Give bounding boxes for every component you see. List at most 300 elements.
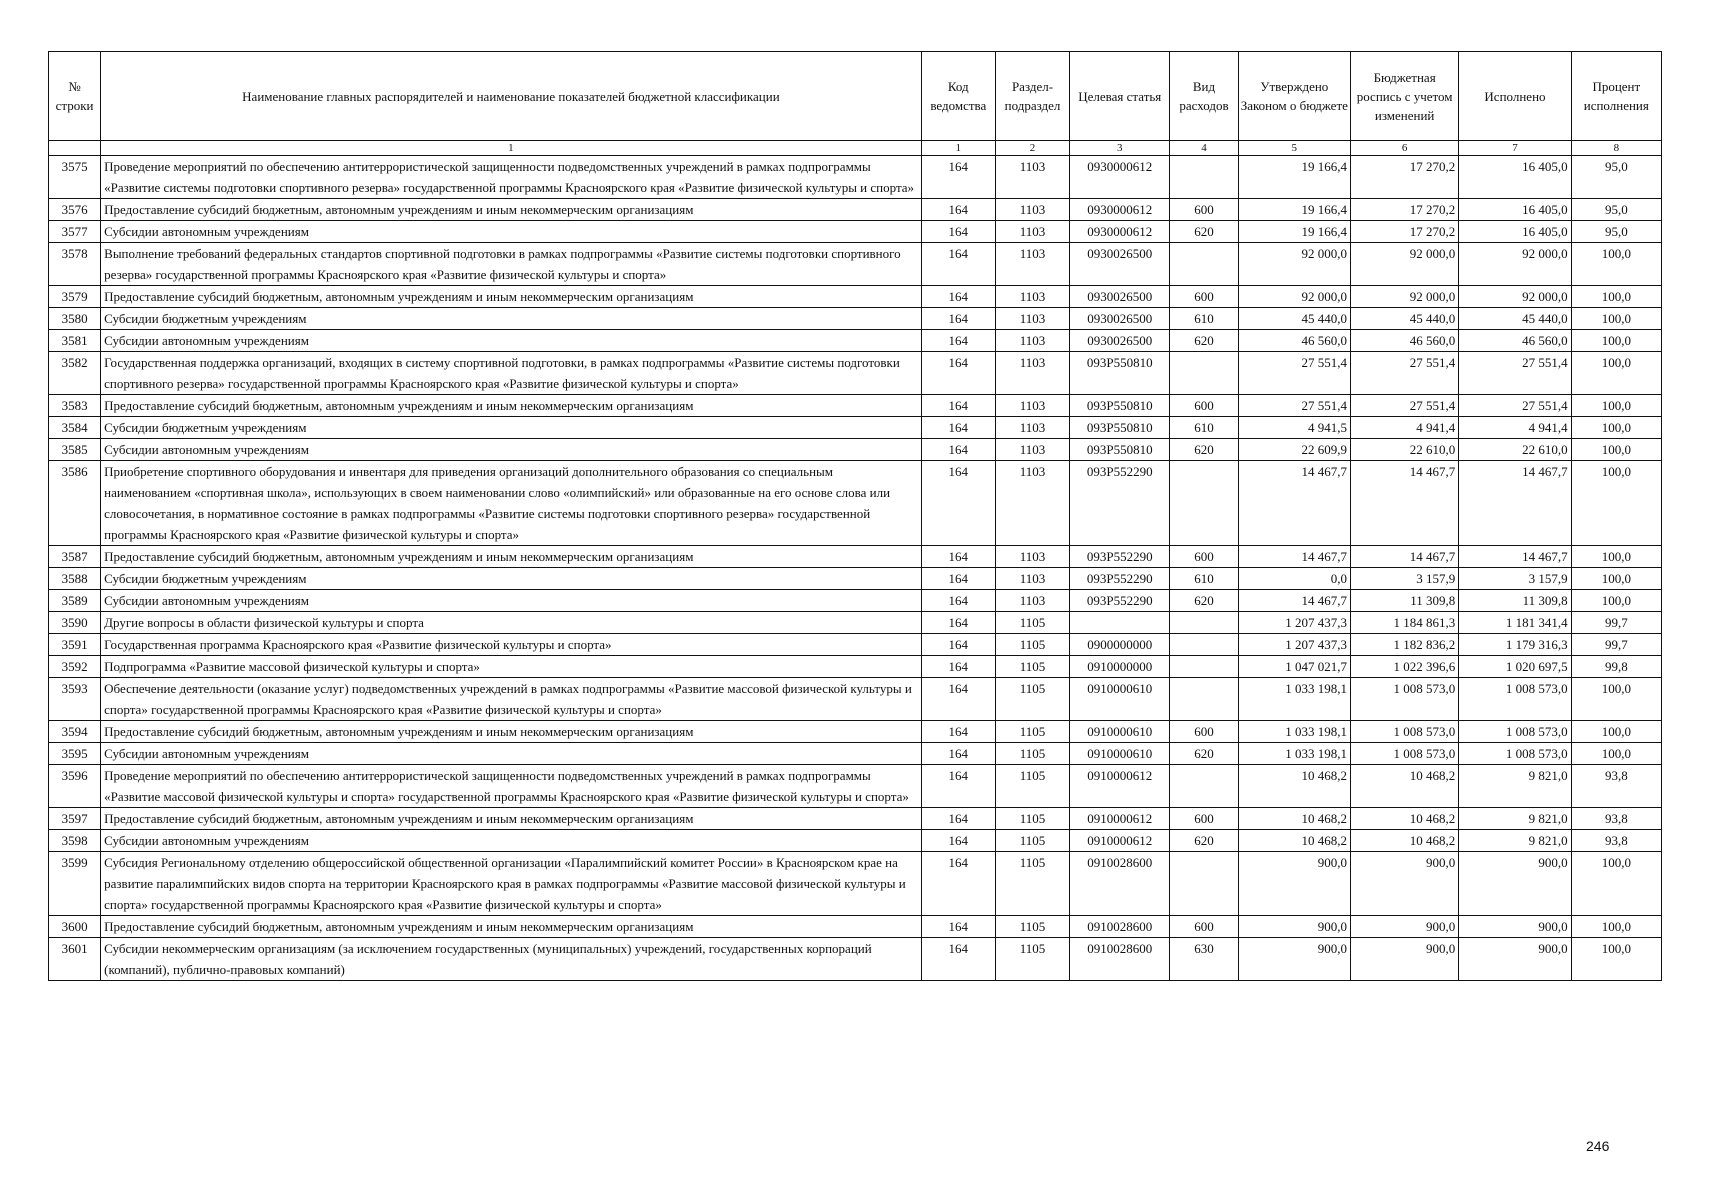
row-number: 3598 <box>49 830 101 852</box>
row-target-article: 0900000000 <box>1070 634 1170 656</box>
row-percent: 99,7 <box>1571 612 1661 634</box>
row-executed: 27 551,4 <box>1459 395 1571 417</box>
row-dept-code: 164 <box>921 330 995 352</box>
table-row <box>49 330 1662 352</box>
header-expense-type: Вид расходов <box>1170 52 1238 141</box>
row-dept-code: 164 <box>921 743 995 765</box>
table-row <box>49 352 1662 395</box>
row-percent: 100,0 <box>1571 243 1661 286</box>
table-row <box>49 243 1662 286</box>
row-section: 1103 <box>995 546 1069 568</box>
row-dept-code: 164 <box>921 612 995 634</box>
row-dept-code: 164 <box>921 721 995 743</box>
row-number: 3582 <box>49 352 101 395</box>
row-target-article: 0910028600 <box>1070 852 1170 916</box>
row-budget-schedule: 10 468,2 <box>1350 808 1458 830</box>
row-target-article: 0930026500 <box>1070 330 1170 352</box>
row-dept-code: 164 <box>921 199 995 221</box>
row-percent: 100,0 <box>1571 417 1661 439</box>
row-dept-code: 164 <box>921 634 995 656</box>
column-number: 5 <box>1238 141 1350 156</box>
row-section: 1105 <box>995 612 1069 634</box>
row-approved: 4 941,5 <box>1238 417 1350 439</box>
row-executed: 9 821,0 <box>1459 765 1571 808</box>
row-percent: 100,0 <box>1571 568 1661 590</box>
table-row <box>49 612 1662 634</box>
row-target-article: 093P550810 <box>1070 395 1170 417</box>
row-name: Предоставление субсидий бюджетным, автономным учреждениям и иным некоммерческим организациям <box>101 721 922 743</box>
table-row <box>49 568 1662 590</box>
row-section: 1103 <box>995 590 1069 612</box>
row-approved: 1 033 198,1 <box>1238 743 1350 765</box>
table-row <box>49 765 1662 808</box>
row-budget-schedule: 10 468,2 <box>1350 830 1458 852</box>
table-row <box>49 634 1662 656</box>
row-name: Субсидии автономным учреждениям <box>101 439 922 461</box>
row-number: 3589 <box>49 590 101 612</box>
row-section: 1105 <box>995 634 1069 656</box>
row-dept-code: 164 <box>921 916 995 938</box>
row-percent: 100,0 <box>1571 286 1661 308</box>
row-target-article: 0930026500 <box>1070 243 1170 286</box>
row-executed: 4 941,4 <box>1459 417 1571 439</box>
row-approved: 45 440,0 <box>1238 308 1350 330</box>
row-budget-schedule: 45 440,0 <box>1350 308 1458 330</box>
row-expense-type: 600 <box>1170 546 1238 568</box>
row-name: Предоставление субсидий бюджетным, автономным учреждениям и иным некоммерческим организациям <box>101 808 922 830</box>
row-target-article: 093P550810 <box>1070 352 1170 395</box>
row-approved: 10 468,2 <box>1238 830 1350 852</box>
row-executed: 9 821,0 <box>1459 808 1571 830</box>
table-row <box>49 461 1662 546</box>
row-executed: 16 405,0 <box>1459 199 1571 221</box>
row-number: 3601 <box>49 938 101 981</box>
row-target-article: 093P552290 <box>1070 568 1170 590</box>
row-percent: 100,0 <box>1571 546 1661 568</box>
row-target-article <box>1070 612 1170 634</box>
row-percent: 93,8 <box>1571 808 1661 830</box>
row-name: Предоставление субсидий бюджетным, автономным учреждениям и иным некоммерческим организациям <box>101 286 922 308</box>
row-section: 1103 <box>995 395 1069 417</box>
row-expense-type: 600 <box>1170 199 1238 221</box>
row-name: Субсидии автономным учреждениям <box>101 221 922 243</box>
row-number: 3575 <box>49 156 101 199</box>
row-expense-type: 620 <box>1170 221 1238 243</box>
row-percent: 99,7 <box>1571 634 1661 656</box>
column-number: 1 <box>101 141 922 156</box>
row-section: 1105 <box>995 938 1069 981</box>
row-number: 3578 <box>49 243 101 286</box>
row-expense-type: 620 <box>1170 743 1238 765</box>
row-budget-schedule: 1 008 573,0 <box>1350 678 1458 721</box>
row-budget-schedule: 17 270,2 <box>1350 221 1458 243</box>
row-budget-schedule: 4 941,4 <box>1350 417 1458 439</box>
row-dept-code: 164 <box>921 656 995 678</box>
row-percent: 100,0 <box>1571 743 1661 765</box>
row-expense-type: 600 <box>1170 721 1238 743</box>
row-expense-type: 620 <box>1170 590 1238 612</box>
row-percent: 100,0 <box>1571 938 1661 981</box>
row-budget-schedule: 10 468,2 <box>1350 765 1458 808</box>
row-executed: 3 157,9 <box>1459 568 1571 590</box>
row-approved: 1 033 198,1 <box>1238 721 1350 743</box>
row-executed: 46 560,0 <box>1459 330 1571 352</box>
row-target-article: 093P550810 <box>1070 439 1170 461</box>
row-approved: 14 467,7 <box>1238 461 1350 546</box>
row-approved: 1 207 437,3 <box>1238 612 1350 634</box>
row-percent: 100,0 <box>1571 461 1661 546</box>
row-percent: 100,0 <box>1571 308 1661 330</box>
header-executed: Исполнено <box>1459 52 1571 141</box>
row-expense-type <box>1170 612 1238 634</box>
row-percent: 100,0 <box>1571 439 1661 461</box>
row-section: 1105 <box>995 916 1069 938</box>
row-budget-schedule: 22 610,0 <box>1350 439 1458 461</box>
row-percent: 93,8 <box>1571 830 1661 852</box>
row-approved: 10 468,2 <box>1238 808 1350 830</box>
row-name: Субсидия Региональному отделению общероссийской общественной организации «Паралимпийский комитет России» в Красноярском крае на развитие паралимпийских видов спорта на территории Красноярского края в рамках подпрограммы «Развитие массовой физической культуры и спорта» государственной программы Красноярского края «Развитие физической культуры и спорта» <box>101 852 922 916</box>
row-budget-schedule: 900,0 <box>1350 852 1458 916</box>
header-dept-code: Код ведомства <box>921 52 995 141</box>
table-row <box>49 286 1662 308</box>
row-expense-type <box>1170 243 1238 286</box>
row-dept-code: 164 <box>921 156 995 199</box>
row-target-article: 0910028600 <box>1070 916 1170 938</box>
row-dept-code: 164 <box>921 546 995 568</box>
row-dept-code: 164 <box>921 938 995 981</box>
row-approved: 19 166,4 <box>1238 199 1350 221</box>
row-number: 3579 <box>49 286 101 308</box>
row-dept-code: 164 <box>921 590 995 612</box>
row-section: 1105 <box>995 765 1069 808</box>
row-number: 3576 <box>49 199 101 221</box>
row-expense-type <box>1170 156 1238 199</box>
row-expense-type <box>1170 656 1238 678</box>
row-section: 1103 <box>995 156 1069 199</box>
table-row <box>49 395 1662 417</box>
row-expense-type: 600 <box>1170 916 1238 938</box>
row-section: 1103 <box>995 286 1069 308</box>
row-expense-type: 600 <box>1170 395 1238 417</box>
row-expense-type <box>1170 765 1238 808</box>
row-name: Предоставление субсидий бюджетным, автономным учреждениям и иным некоммерческим организациям <box>101 916 922 938</box>
row-expense-type: 620 <box>1170 830 1238 852</box>
table-row <box>49 199 1662 221</box>
row-budget-schedule: 1 008 573,0 <box>1350 743 1458 765</box>
row-section: 1103 <box>995 568 1069 590</box>
table-row <box>49 308 1662 330</box>
row-number: 3595 <box>49 743 101 765</box>
row-section: 1103 <box>995 199 1069 221</box>
row-target-article: 0930026500 <box>1070 308 1170 330</box>
column-numbering-row <box>49 141 1662 156</box>
row-number: 3577 <box>49 221 101 243</box>
table-row <box>49 808 1662 830</box>
row-executed: 14 467,7 <box>1459 461 1571 546</box>
row-budget-schedule: 92 000,0 <box>1350 243 1458 286</box>
row-percent: 99,8 <box>1571 656 1661 678</box>
row-target-article: 0910028600 <box>1070 938 1170 981</box>
row-percent: 95,0 <box>1571 199 1661 221</box>
table-row <box>49 852 1662 916</box>
row-approved: 92 000,0 <box>1238 286 1350 308</box>
row-approved: 14 467,7 <box>1238 590 1350 612</box>
row-expense-type: 620 <box>1170 330 1238 352</box>
row-budget-schedule: 900,0 <box>1350 916 1458 938</box>
row-dept-code: 164 <box>921 830 995 852</box>
row-approved: 900,0 <box>1238 852 1350 916</box>
row-section: 1103 <box>995 221 1069 243</box>
row-approved: 19 166,4 <box>1238 156 1350 199</box>
row-section: 1103 <box>995 308 1069 330</box>
row-approved: 900,0 <box>1238 938 1350 981</box>
row-executed: 1 008 573,0 <box>1459 678 1571 721</box>
row-approved: 0,0 <box>1238 568 1350 590</box>
row-section: 1105 <box>995 678 1069 721</box>
row-section: 1105 <box>995 743 1069 765</box>
row-number: 3584 <box>49 417 101 439</box>
row-executed: 1 008 573,0 <box>1459 721 1571 743</box>
row-name: Другие вопросы в области физической культуры и спорта <box>101 612 922 634</box>
row-name: Субсидии бюджетным учреждениям <box>101 417 922 439</box>
column-number: 4 <box>1170 141 1238 156</box>
column-number: 1 <box>921 141 995 156</box>
row-approved: 1 033 198,1 <box>1238 678 1350 721</box>
row-percent: 100,0 <box>1571 916 1661 938</box>
row-percent: 93,8 <box>1571 765 1661 808</box>
row-approved: 1 207 437,3 <box>1238 634 1350 656</box>
row-approved: 46 560,0 <box>1238 330 1350 352</box>
row-approved: 10 468,2 <box>1238 765 1350 808</box>
row-dept-code: 164 <box>921 352 995 395</box>
row-executed: 92 000,0 <box>1459 243 1571 286</box>
row-target-article: 0910000612 <box>1070 808 1170 830</box>
row-number: 3592 <box>49 656 101 678</box>
row-target-article: 0910000612 <box>1070 765 1170 808</box>
row-name: Предоставление субсидий бюджетным, автономным учреждениям и иным некоммерческим организациям <box>101 199 922 221</box>
table-row <box>49 590 1662 612</box>
row-number: 3587 <box>49 546 101 568</box>
row-name: Государственная программа Красноярского края «Развитие физической культуры и спорта» <box>101 634 922 656</box>
table-row <box>49 721 1662 743</box>
row-budget-schedule: 27 551,4 <box>1350 352 1458 395</box>
row-percent: 100,0 <box>1571 352 1661 395</box>
row-name: Субсидии автономным учреждениям <box>101 590 922 612</box>
row-name: Субсидии автономным учреждениям <box>101 330 922 352</box>
row-executed: 9 821,0 <box>1459 830 1571 852</box>
row-dept-code: 164 <box>921 286 995 308</box>
row-dept-code: 164 <box>921 395 995 417</box>
row-name: Проведение мероприятий по обеспечению антитеррористической защищенности подведомственных учреждений в рамках подпрограммы «Развитие массовой физической культуры и спорта» государственной программы Красноярского края «Развитие физической культуры и спорта» <box>101 765 922 808</box>
table-row <box>49 156 1662 199</box>
row-percent: 100,0 <box>1571 590 1661 612</box>
row-number: 3590 <box>49 612 101 634</box>
row-name: Выполнение требований федеральных стандартов спортивной подготовки в рамках подпрограммы «Развитие системы подготовки спортивного резерва» государственной программы Красноярского края «Развитие физической культуры и спорта» <box>101 243 922 286</box>
row-executed: 900,0 <box>1459 938 1571 981</box>
row-executed: 900,0 <box>1459 916 1571 938</box>
row-executed: 92 000,0 <box>1459 286 1571 308</box>
row-number: 3600 <box>49 916 101 938</box>
row-percent: 95,0 <box>1571 156 1661 199</box>
row-target-article: 0910000610 <box>1070 721 1170 743</box>
row-dept-code: 164 <box>921 678 995 721</box>
row-expense-type <box>1170 352 1238 395</box>
row-number: 3597 <box>49 808 101 830</box>
table-row <box>49 743 1662 765</box>
table-row <box>49 221 1662 243</box>
column-number: 7 <box>1459 141 1571 156</box>
row-target-article: 093P550810 <box>1070 417 1170 439</box>
row-number: 3593 <box>49 678 101 721</box>
row-budget-schedule: 46 560,0 <box>1350 330 1458 352</box>
row-approved: 900,0 <box>1238 916 1350 938</box>
row-approved: 1 047 021,7 <box>1238 656 1350 678</box>
row-name: Субсидии бюджетным учреждениям <box>101 308 922 330</box>
row-name: Приобретение спортивного оборудования и инвентаря для приведения организаций дополнительного образования со специальным наименованием «спортивная школа», использующих в своем наименовании слово «олимпийский» или образованные на его основе слова или словосочетания, в нормативное состояние в рамках подпрограммы «Развитие системы подготовки спортивного резерва» государственной программы Красноярского края «Развитие физической культуры и спорта» <box>101 461 922 546</box>
row-number: 3586 <box>49 461 101 546</box>
row-section: 1105 <box>995 852 1069 916</box>
row-target-article: 093P552290 <box>1070 590 1170 612</box>
row-target-article: 0910000610 <box>1070 743 1170 765</box>
row-dept-code: 164 <box>921 568 995 590</box>
row-approved: 19 166,4 <box>1238 221 1350 243</box>
header-row-number: № строки <box>49 52 101 141</box>
row-section: 1105 <box>995 808 1069 830</box>
row-executed: 1 008 573,0 <box>1459 743 1571 765</box>
row-target-article: 0930000612 <box>1070 221 1170 243</box>
column-number: 2 <box>995 141 1069 156</box>
header-percent: Процент исполнения <box>1571 52 1661 141</box>
row-dept-code: 164 <box>921 439 995 461</box>
table-row <box>49 916 1662 938</box>
row-section: 1105 <box>995 721 1069 743</box>
row-section: 1103 <box>995 417 1069 439</box>
header-target-article: Целевая статья <box>1070 52 1170 141</box>
row-target-article: 0930000612 <box>1070 156 1170 199</box>
row-expense-type <box>1170 678 1238 721</box>
row-expense-type: 610 <box>1170 568 1238 590</box>
row-budget-schedule: 17 270,2 <box>1350 199 1458 221</box>
row-budget-schedule: 1 184 861,3 <box>1350 612 1458 634</box>
row-percent: 100,0 <box>1571 395 1661 417</box>
row-dept-code: 164 <box>921 461 995 546</box>
header-budget-schedule: Бюджетная роспись с учетом изменений <box>1350 52 1458 141</box>
row-expense-type: 620 <box>1170 439 1238 461</box>
table-row <box>49 546 1662 568</box>
header-approved: Утверждено Законом о бюджете <box>1238 52 1350 141</box>
row-section: 1103 <box>995 243 1069 286</box>
row-number: 3583 <box>49 395 101 417</box>
row-expense-type <box>1170 852 1238 916</box>
row-budget-schedule: 1 008 573,0 <box>1350 721 1458 743</box>
header-section: Раздел-подраздел <box>995 52 1069 141</box>
row-percent: 95,0 <box>1571 221 1661 243</box>
row-executed: 16 405,0 <box>1459 156 1571 199</box>
row-budget-schedule: 1 022 396,6 <box>1350 656 1458 678</box>
table-header-row <box>49 52 1662 141</box>
row-name: Субсидии некоммерческим организациям (за исключением государственных (муниципальных) учреждений, государственных корпораций (компаний), публично-правовых компаний) <box>101 938 922 981</box>
row-budget-schedule: 3 157,9 <box>1350 568 1458 590</box>
row-section: 1103 <box>995 461 1069 546</box>
table-row <box>49 938 1662 981</box>
column-number <box>49 141 101 156</box>
row-approved: 14 467,7 <box>1238 546 1350 568</box>
row-name: Субсидии автономным учреждениям <box>101 830 922 852</box>
row-executed: 1 179 316,3 <box>1459 634 1571 656</box>
row-budget-schedule: 27 551,4 <box>1350 395 1458 417</box>
column-number: 6 <box>1350 141 1458 156</box>
row-expense-type: 610 <box>1170 308 1238 330</box>
row-executed: 11 309,8 <box>1459 590 1571 612</box>
row-approved: 22 609,9 <box>1238 439 1350 461</box>
row-name: Предоставление субсидий бюджетным, автономным учреждениям и иным некоммерческим организациям <box>101 395 922 417</box>
row-executed: 16 405,0 <box>1459 221 1571 243</box>
row-budget-schedule: 1 182 836,2 <box>1350 634 1458 656</box>
row-budget-schedule: 14 467,7 <box>1350 461 1458 546</box>
table-row <box>49 830 1662 852</box>
row-section: 1105 <box>995 830 1069 852</box>
row-executed: 1 181 341,4 <box>1459 612 1571 634</box>
row-expense-type: 610 <box>1170 417 1238 439</box>
row-expense-type <box>1170 461 1238 546</box>
header-name: Наименование главных распорядителей и наименование показателей бюджетной классификации <box>101 52 922 141</box>
row-approved: 27 551,4 <box>1238 395 1350 417</box>
row-executed: 900,0 <box>1459 852 1571 916</box>
row-expense-type: 600 <box>1170 286 1238 308</box>
row-approved: 27 551,4 <box>1238 352 1350 395</box>
row-dept-code: 164 <box>921 308 995 330</box>
table-row <box>49 678 1662 721</box>
row-budget-schedule: 14 467,7 <box>1350 546 1458 568</box>
row-name: Предоставление субсидий бюджетным, автономным учреждениям и иным некоммерческим организациям <box>101 546 922 568</box>
row-dept-code: 164 <box>921 852 995 916</box>
row-section: 1103 <box>995 439 1069 461</box>
row-number: 3596 <box>49 765 101 808</box>
row-budget-schedule: 92 000,0 <box>1350 286 1458 308</box>
page-number: 246 <box>1586 1138 1610 1154</box>
row-dept-code: 164 <box>921 765 995 808</box>
row-executed: 1 020 697,5 <box>1459 656 1571 678</box>
row-dept-code: 164 <box>921 221 995 243</box>
table-body <box>49 156 1662 981</box>
row-name: Подпрограмма «Развитие массовой физической культуры и спорта» <box>101 656 922 678</box>
row-expense-type: 600 <box>1170 808 1238 830</box>
row-number: 3588 <box>49 568 101 590</box>
row-expense-type: 630 <box>1170 938 1238 981</box>
row-name: Проведение мероприятий по обеспечению антитеррористической защищенности подведомственных учреждений в рамках подпрограммы «Развитие системы подготовки спортивного резерва» государственной программы Красноярского края «Развитие физической культуры и спорта» <box>101 156 922 199</box>
row-target-article: 0910000612 <box>1070 830 1170 852</box>
row-target-article: 0930000612 <box>1070 199 1170 221</box>
table-row <box>49 417 1662 439</box>
row-dept-code: 164 <box>921 808 995 830</box>
row-target-article: 0910000610 <box>1070 678 1170 721</box>
row-executed: 27 551,4 <box>1459 352 1571 395</box>
row-number: 3581 <box>49 330 101 352</box>
row-approved: 92 000,0 <box>1238 243 1350 286</box>
row-target-article: 093P552290 <box>1070 546 1170 568</box>
row-percent: 100,0 <box>1571 678 1661 721</box>
row-section: 1103 <box>995 352 1069 395</box>
row-number: 3599 <box>49 852 101 916</box>
row-number: 3585 <box>49 439 101 461</box>
column-number: 3 <box>1070 141 1170 156</box>
row-executed: 22 610,0 <box>1459 439 1571 461</box>
row-percent: 100,0 <box>1571 330 1661 352</box>
column-number: 8 <box>1571 141 1661 156</box>
row-section: 1103 <box>995 330 1069 352</box>
row-dept-code: 164 <box>921 243 995 286</box>
row-section: 1105 <box>995 656 1069 678</box>
